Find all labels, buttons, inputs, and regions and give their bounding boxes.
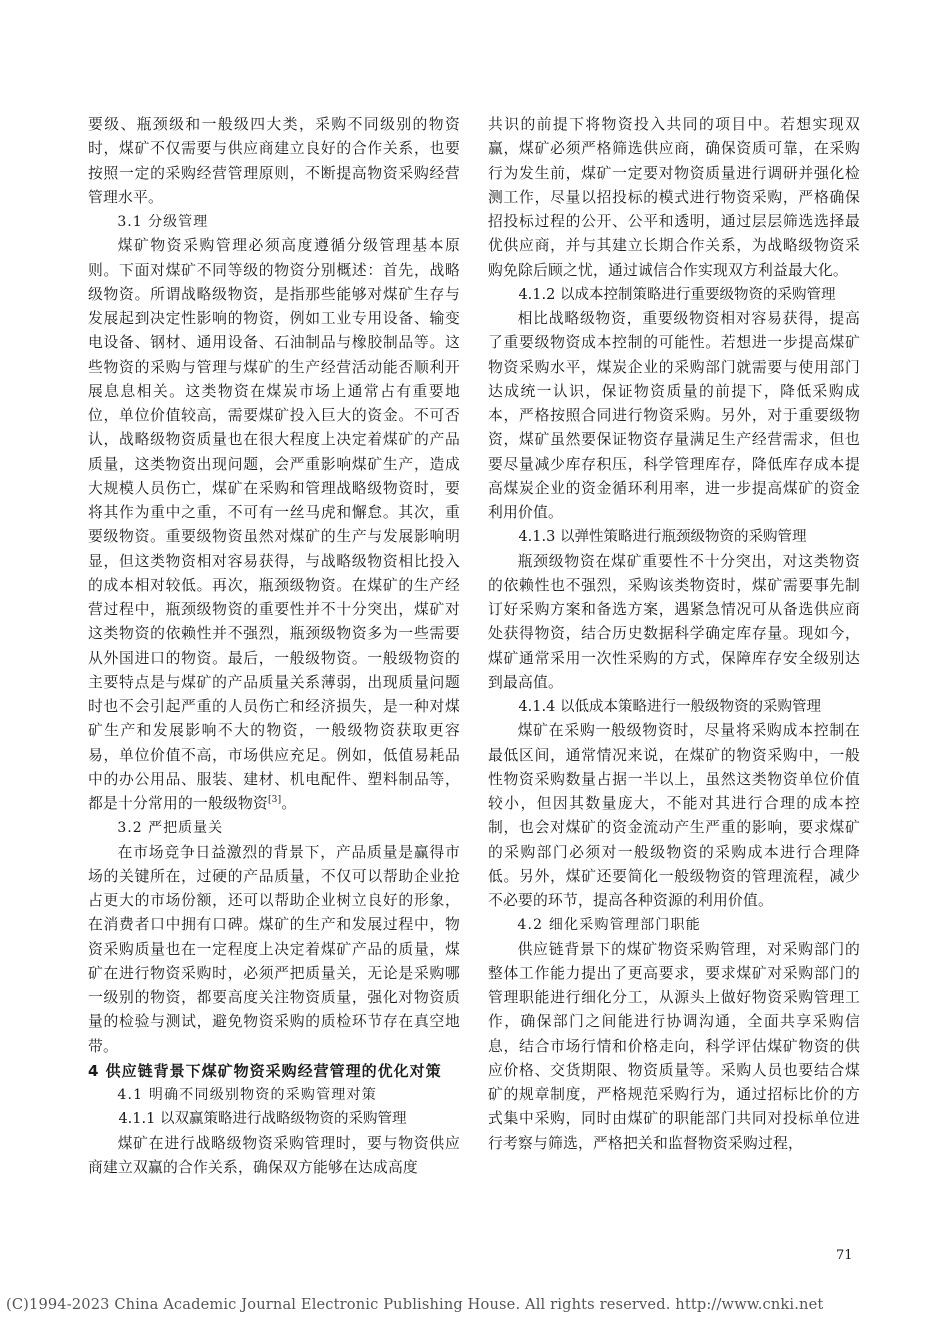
heading-3-2: 3.2 严把质量关: [117, 820, 224, 837]
paragraph-3-1-text: 煤矿物资采购管理必须高度遵循分级管理基本原则。下面对煤矿不同等级的物资分别概述：首先，战略级物资。所谓战略级物资，是指那些能够对煤矿生存与发展起到决定性影响的物资，例如工业专用设备、输变电设备、钢材、通用设备、石油制品与橡胶制品等。这些物资的采购与管理与煤矿的生产经营活动能否顺利开展息息相关。这类物资在煤炭市场上通常占有重要地位，单位价值较高，需要煤矿投入巨大的资金。不可否认，战略级物资质量也在很大程度上决定着煤矿的产品质量，这类物资出现问题，会严重影响煤矿生产，造成大规模人员伤亡，煤矿在采购和管理战略级物资时，要将其作为重中之重，不可有一丝马虎和懈怠。其次，重要级物资。重要级物资虽然对煤矿的生产与发展影响明显，但这类物资相对容易获得，与战略级物资相比投入的成本相对较低。再次，瓶颈级物资。在煤矿的生产经营过程中，瓶颈级物资的重要性并不十分突出，煤矿对这类物资的依赖性并不强烈，瓶颈级物资多为一些需要从外国进口的物资。最后，一般级物资。一般级物资的主要特点是与煤矿的产品质量关系薄弱，出现质量问题时也不会引起严重的人员伤亡和经济损失，是一种对煤矿生产和发展影响不大的物资，一般级物资获取更容易，单位价值不高，市场供应充足。例如，低值易耗品中的办公用品、服装、建材、机电配件、塑料制品等，都是十分常用的一般级物资: [88, 237, 460, 812]
paragraph-4-1-1: 煤矿在进行战略级物资采购管理时，要与物资供应商建立双赢的合作关系，确保双方能够在达成高度: [88, 1134, 460, 1176]
paragraph-4-2: 供应链背景下的煤矿物资采购管理，对采购部门的整体工作能力提出了更高要求，要求煤矿对采购部门的管理职能进行细化分工，从源头上做好物资采购管理工作，确保部门之间能进行协调沟通，全面共享采购信息，结合市场行情和价格走向，科学评估煤矿物资的供应价格、交货期限、物资质量等。采购人员也要结合煤矿的规章制度，严格规范采购行为，通过招标比价的方式集中采购，同时由煤矿的职能部门共同对投标单位进行考察与筛选，严格把关和监督物资采购过程，: [488, 940, 860, 1152]
paragraph-3-2: 在市场竞争日益激烈的背景下，产品质量是赢得市场的关键所在，过硬的产品质量，不仅可以帮助企业抢占更大的市场份额，还可以帮助企业树立良好的形象，在消费者口中拥有口碑。煤矿的生产和发展过程中，物资采购质量也在一定程度上决定着煤矿产品的质量，煤矿在进行物资采购时，必须严把质量关，无论是采购哪一级别的物资，都要高度关注物资质量，强化对物资质量的检验与测试，避免物资采购的质检环节存在真空地带。: [88, 843, 460, 1055]
heading-4-1-4: 4.1.4 以低成本策略进行一般级物资的采购管理: [518, 699, 821, 715]
paragraph-intro-continued: 要级、瓶颈级和一般级四大类，采购不同级别的物资时，煤矿不仅需要与供应商建立良好的合作关系，也要按照一定的采购经营管理原则，不断提高物资采购经营管理水平。: [88, 116, 460, 206]
citation-ref: [3]: [267, 795, 282, 806]
heading-4-2: 4.2 细化采购管理部门职能: [517, 917, 701, 934]
heading-section-4: 4 供应链背景下煤矿物资采购经营管理的优化对策: [88, 1061, 442, 1080]
copyright-footer: (C)1994-2023 China Academic Journal Electronic Publishing House. All rights reserved. http://www.cnki.net: [6, 1296, 824, 1313]
paragraph-4-1-2: 相比战略级物资，重要级物资相对容易获得，提高了重要级物资成本控制的可能性。若想进一步提高煤矿物资采购水平，煤炭企业的采购部门就需要与使用部门达成统一认识，保证物资质量的前提下，降低采购成本，严格按照合同进行物资采购。另外，对于重要级物资，煤矿虽然要保证物资存量满足生产经营需求，但也要尽量减少库存积压，科学管理库存，降低库存成本提高煤炭企业的资金循环利用率，进一步提高煤矿的资金利用价值。: [488, 310, 860, 521]
heading-3-1: 3.1 分级管理: [117, 214, 209, 230]
heading-4-1-2: 4.1.2 以成本控制策略进行重要级物资的采购管理: [518, 286, 836, 303]
paragraph-3-1: [88, 234, 460, 816]
heading-4-1-1: 4.1.1 以双赢策略进行战略级物资的采购管理: [118, 1111, 407, 1128]
paragraph-3-1-end: 。: [281, 795, 297, 812]
paragraph-4-1-1-continued: 共识的前提下将物资投入共同的项目中。若想实现双赢，煤矿必须严格筛选供应商，确保资质可靠，在采购行为发生前，煤矿一定要对物资质量进行调研并强化检测工作，尽量以招投标的模式进行物资采购，严格确保招投标过程的公开、公平和透明，通过层层筛选选择最优供应商，并与其建立长期合作关系，为战略级物资采购免除后顾之忧，通过诚信合作实现双方利益最大化。: [488, 116, 860, 279]
page-number: 71: [836, 1248, 853, 1263]
heading-4-1-3: 4.1.3 以弹性策略进行瓶颈级物资的采购管理: [518, 529, 807, 546]
heading-4-1: 4.1 明确不同级别物资的采购管理对策: [117, 1087, 377, 1103]
paragraph-4-1-4: 煤矿在采购一般级物资时，尽量将采购成本控制在最低区间，通常情况来说，在煤矿的物资采购中，一般性物资采购数量占据一半以上，虽然这类物资单位价值较小，但因其数量庞大，不能对其进行合理的成本控制，也会对煤矿的资金流动产生严重的影响，要求煤矿的采购部门必须对一般级物资的采购成本进行合理降低。另外，煤矿还要简化一般级物资的管理流程，减少不必要的环节，提高各种资源的利用价值。: [488, 722, 860, 909]
paragraph-4-1-3: 瓶颈级物资在煤矿重要性不十分突出，对这类物资的依赖性也不强烈，采购该类物资时，煤矿需要事先制订好采购方案和备选方案，遇紧急情况可从备选供应商处获得物资，结合历史数据科学确定库存量。现如今，煤矿通常采用一次性采购的方式，保障库存安全级别达到最高值。: [488, 552, 860, 691]
right-column: [488, 113, 860, 1156]
left-column: [88, 113, 460, 1180]
